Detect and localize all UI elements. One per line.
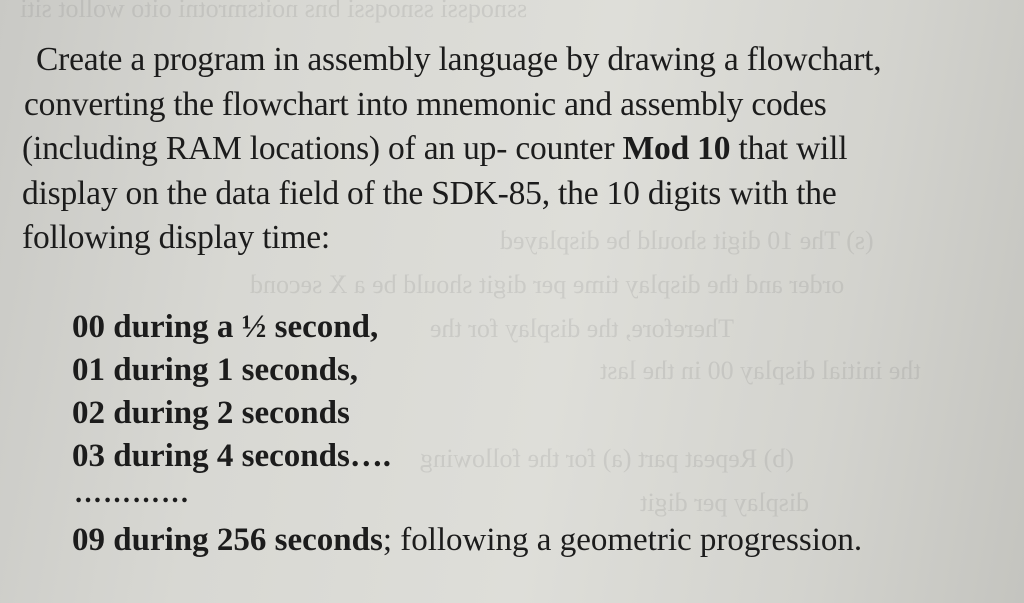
display-time-list (72, 306, 391, 478)
paragraph-line: following display time: (22, 219, 331, 256)
paragraph-line (22, 127, 1012, 172)
mod-10-term: Mod 10 (622, 130, 731, 167)
bleed-through-text: ssnoqssi ssnoqssi bns noitsmrotni oito wollot siti (20, 0, 528, 23)
paragraph-text: that will (730, 130, 848, 167)
bleed-through-text: Therefore, the display for the (430, 314, 734, 343)
list-item: 03 during 4 seconds…. (72, 438, 392, 474)
list-item: 02 during 2 seconds (72, 395, 350, 431)
problem-paragraph (22, 38, 1012, 261)
list-item-bold: 09 during 256 seconds (72, 522, 383, 558)
paragraph-line: Create a program in assembly language by drawing a flowchart, (36, 41, 882, 78)
ellipsis: ………… (74, 478, 190, 509)
paragraph-line: display on the data field of the SDK-85, the 10 digits with the (22, 174, 837, 212)
bleed-through-text: the initial display 00 in the last (600, 356, 921, 385)
paragraph-line: converting the flowchart into mnemonic and assembly codes (24, 85, 827, 123)
bleed-through-text: display per digit (640, 488, 809, 517)
list-item: 01 during 1 seconds, (72, 352, 359, 388)
bleed-through-text: (s) The 10 digit should be displayed (500, 226, 874, 255)
bleed-through-text: order and the display time per digit should be a X second (250, 270, 845, 299)
list-item-rest: ; following a geometric progression. (382, 522, 863, 558)
paragraph-text: (including RAM locations) of an up- counter (22, 130, 623, 167)
last-list-item (72, 522, 862, 559)
bleed-through-text: (b) Repeat part (a) for the following (420, 444, 794, 473)
list-item: 00 during a ½ second, (72, 309, 379, 345)
